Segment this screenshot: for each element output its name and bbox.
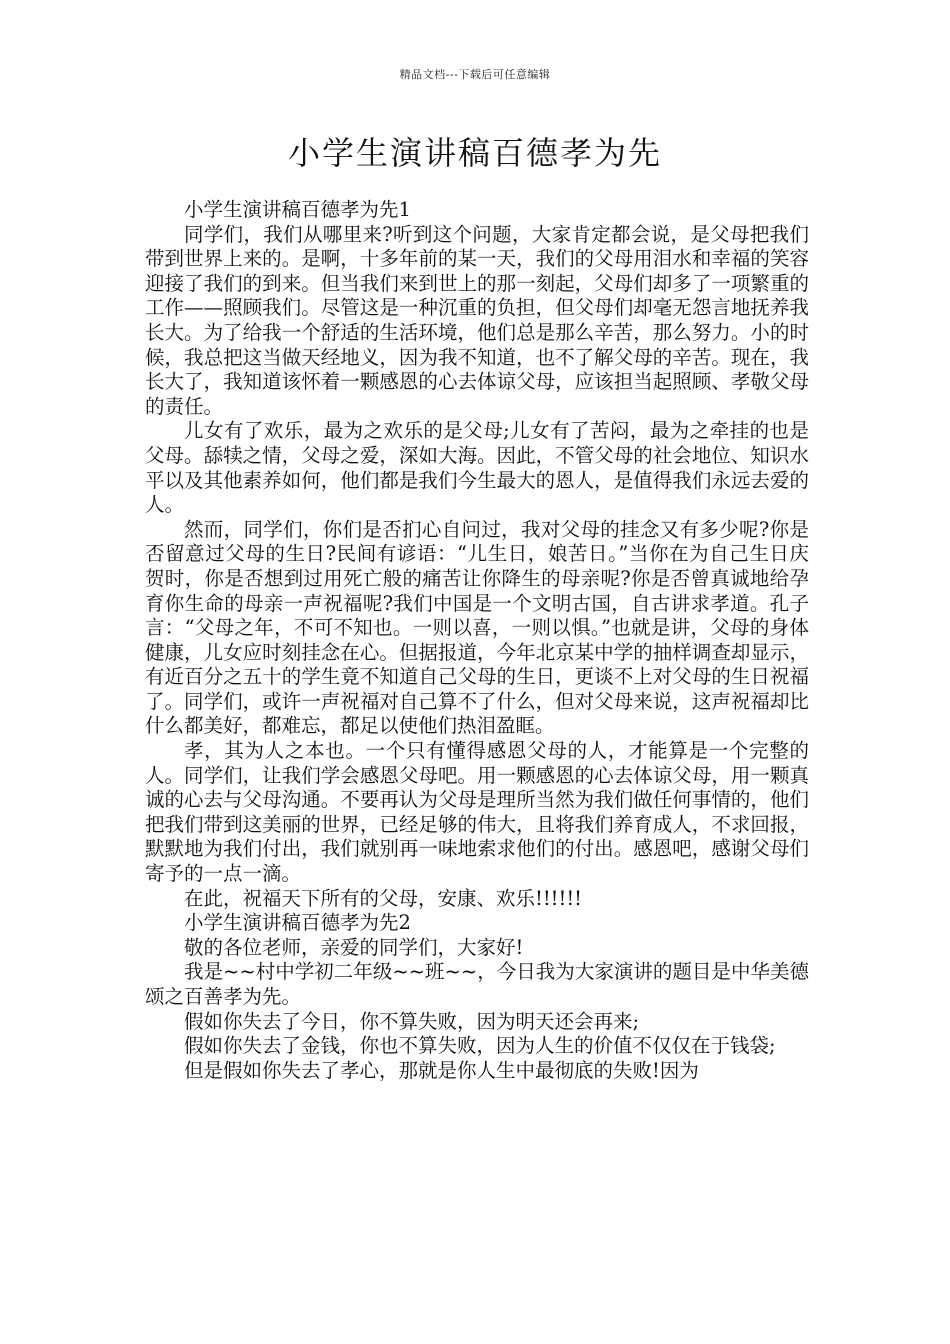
- paragraph: 然而，同学们，你们是否扪心自问过，我对父母的挂念又有多少呢?你是否留意过父母的生日?民间有谚语：“儿生日，娘苦日。”当你在为自己生日庆贺时，你是否想到过用死亡般的痛苦让你降生的母亲呢?你是否曾真诚地给孕育你生命的母亲一声祝福呢?我们中国是一个文明古国，自古讲求孝道。孔子言：“父母之年，不可不知也。一则以喜，一则以惧。”也就是讲，父母的身体健康，儿女应时刻挂念在心。但据报道，今年北京某中学的抽样调查却显示，有近百分之五十的学生竟不知道自己父母的生日，更谈不上对父母的生日祝福了。同学们，或许一声祝福对自己算不了什么，但对父母来说，这声祝福却比什么都美好，都难忘，都足以使他们热泪盈眶。: [145, 517, 809, 738]
- section-heading-1: 小学生演讲稿百德孝为先1: [184, 198, 411, 221]
- paragraph: 但是假如你失去了孝心，那就是你人生中最彻底的失败!因为: [184, 1058, 699, 1082]
- document-body: [145, 198, 809, 1083]
- paragraph: 孝，其为人之本也。一个只有懂得感恩父母的人，才能算是一个完整的人。同学们，让我们学会感恩父母吧。用一颗感恩的心去体谅父母，用一颗真诚的心去与父母沟通。不要再认为父母是理所当然为我们做任何事情的，他们把我们带到这美丽的世界，已经足够的伟大，且将我们养育成人，不求回报，默默地为我们付出，我们就别再一味地索求他们的付出。感恩吧，感谢父母们寄予的一点一滴。: [145, 739, 809, 886]
- paragraph: 假如你失去了今日，你不算失败，因为明天还会再来;: [184, 1009, 640, 1033]
- paragraph: 敬的各位老师，亲爱的同学们，大家好!: [184, 935, 524, 959]
- paragraph: 同学们，我们从哪里来?听到这个问题，大家肯定都会说，是父母把我们带到世界上来的。是啊，十多年前的某一天，我们的父母用泪水和幸福的笑容迎接了我们的到来。但当我们来到世上的那一刻起，父母们却多了一项繁重的工作——照顾我们。尽管这是一种沉重的负担，但父母们却毫无怨言地抚养我长大。为了给我一个舒适的生活环境，他们总是那么辛苦，那么努力。小的时候，我总把这当做天经地义，因为我不知道，也不了解父母的辛苦。现在，我长大了，我知道该怀着一颗感恩的心去体谅父母，应该担当起照顾、孝敬父母的责任。: [145, 222, 809, 418]
- paragraph: 我是~~村中学初二年级~~班~~，今日我为大家演讲的题目是中华美德颂之百善孝为先。: [145, 960, 809, 1008]
- section-heading-2: 小学生演讲稿百德孝为先2: [184, 911, 411, 935]
- paragraph: 儿女有了欢乐，最为之欢乐的是父母;儿女有了苦闷，最为之牵挂的也是父母。舔犊之情，父母之爱，深如大海。因此，不管父母的社会地位、知识水平以及其他素养如何，他们都是我们今生最大的恩人，是值得我们永远去爱的人。: [145, 419, 809, 517]
- document-title: 小学生演讲稿百德孝为先: [287, 134, 662, 172]
- paragraph: 假如你失去了金钱，你也不算失败，因为人生的价值不仅仅在于钱袋;: [184, 1034, 776, 1058]
- paragraph: 在此，祝福天下所有的父母，安康、欢乐!!!!!!: [184, 886, 583, 910]
- page-header: 精品文档---下载后可任意编辑: [399, 68, 551, 81]
